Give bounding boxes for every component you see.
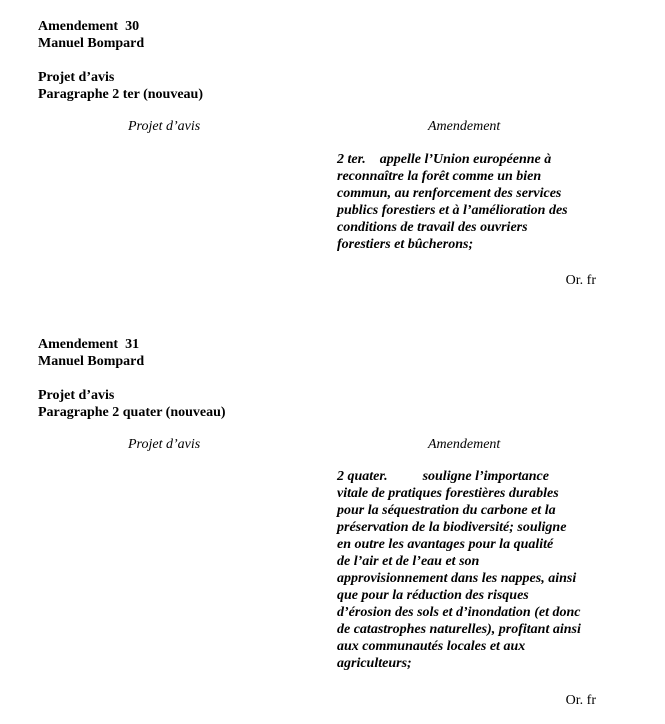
amendment-text-line: vitale de pratiques forestières durables — [337, 486, 559, 501]
amendment-author: Manuel Bompard — [38, 36, 145, 51]
amendment-text-line: conditions de travail des ouvriers — [337, 220, 528, 235]
amendment-text-line: de l’air et de l’eau et son — [337, 554, 480, 569]
amendment-section: Projet d’avis — [38, 70, 115, 85]
column-header-amendment: Amendement — [428, 119, 501, 134]
amendment-text-line: 2 quater. souligne l’importance — [337, 469, 549, 484]
column-header-amendment: Amendement — [428, 437, 501, 452]
amendment-paragraph: Paragraphe 2 quater (nouveau) — [38, 405, 226, 420]
original-language: Or. fr — [565, 693, 596, 708]
amendment-text-line: préservation de la biodiversité; souligne — [337, 520, 567, 535]
amendment-paragraph: Paragraphe 2 ter (nouveau) — [38, 87, 203, 102]
amendment-text-line: agriculteurs; — [337, 656, 412, 671]
amendment-section: Projet d’avis — [38, 388, 115, 403]
amendment-title: Amendement 30 — [38, 19, 140, 34]
amendment-text — [337, 151, 597, 253]
column-header-draft-opinion: Projet d’avis — [128, 437, 201, 452]
amendment-text-line: 2 ter. appelle l’Union européenne à — [337, 152, 552, 167]
amendment-text-line: pour la séquestration du carbone et la — [337, 503, 556, 518]
amendment-text-line: approvisionnement dans les nappes, ainsi — [337, 571, 577, 586]
amendment-text-line: forestiers et bûcherons; — [337, 237, 474, 252]
amendment-author: Manuel Bompard — [38, 354, 145, 369]
amendment-30 — [38, 18, 628, 103]
amendment-text-line: en outre les avantages pour la qualité — [337, 537, 554, 552]
amendment-text-line: aux communautés locales et aux — [337, 639, 526, 654]
amendment-text-line: de catastrophes naturelles), profitant ainsi — [337, 622, 581, 637]
amendment-text — [337, 468, 597, 672]
amendment-text-line: commun, au renforcement des services — [337, 186, 562, 201]
amendment-31 — [38, 336, 628, 421]
amendment-text-line: reconnaître la forêt comme un bien — [337, 169, 542, 184]
amendment-text-line: d’érosion des sols et d’inondation (et donc — [337, 605, 581, 620]
column-header-draft-opinion: Projet d’avis — [128, 119, 201, 134]
amendment-text-line: que pour la réduction des risques — [337, 588, 529, 603]
original-language: Or. fr — [565, 273, 596, 288]
amendment-title: Amendement 31 — [38, 337, 140, 352]
amendment-text-line: publics forestiers et à l’amélioration des — [337, 203, 568, 218]
